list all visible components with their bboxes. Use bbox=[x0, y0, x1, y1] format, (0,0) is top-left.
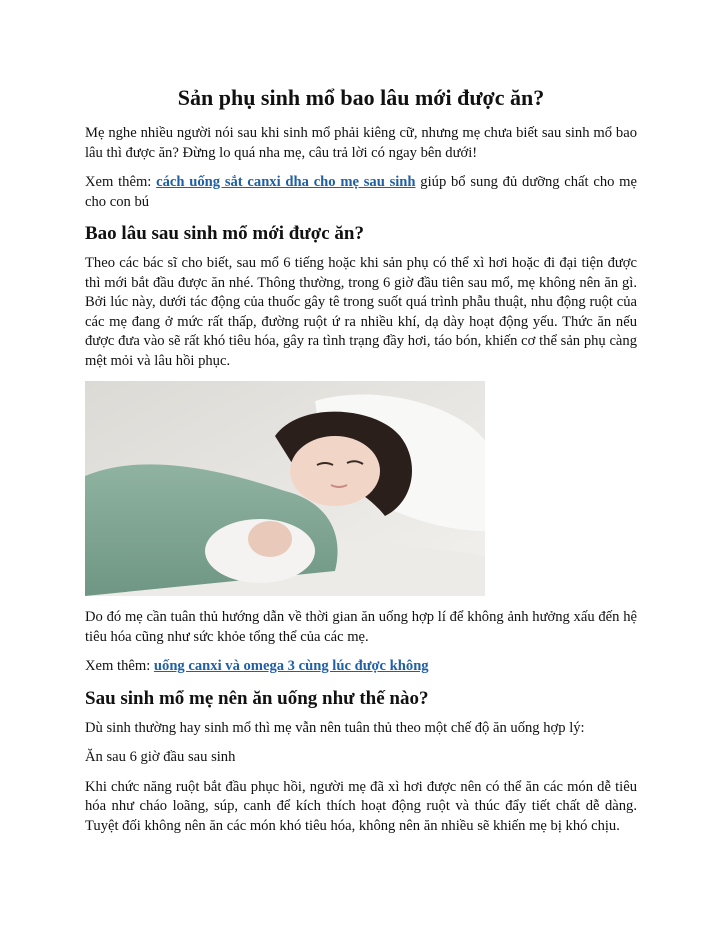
section1-paragraph: Theo các bác sĩ cho biết, sau mổ 6 tiếng hoặc khi sản phụ có thể xì hơi hoặc đi đại tiện được thì mới bắt đầu được ăn nhé. Thông thường, trong 6 giờ đầu tiên sau mổ, mẹ không nên ăn gì. Bởi lúc này, dưới tác động của thuốc gây tê trong suốt quá trình phẫu thuật, nhu động ruột của các mẹ đang ở mức rất thấp, đường ruột ứ ra nhiều khí, dạ dày hoạt động yếu. Thức ăn nếu được đưa vào sẽ rất khó tiêu hóa, gây ra tình trạng đầy hơi, táo bón, khiến cơ thể sản phụ càng mệt mỏi và lâu hồi phục. bbox=[85, 255, 637, 369]
see-more-paragraph-1 bbox=[85, 173, 637, 212]
section-heading-1: Bao lâu sau sinh mổ mới được ăn? bbox=[85, 223, 364, 244]
page-title: Sản phụ sinh mổ bao lâu mới được ăn? bbox=[177, 85, 545, 110]
mother-baby-photo bbox=[85, 381, 485, 596]
see-more-prefix: Xem thêm: bbox=[85, 174, 157, 190]
section2-paragraph-1: Dù sinh thường hay sinh mổ thì mẹ vẫn nên tuân thủ theo một chế độ ăn uống hợp lý: bbox=[85, 719, 585, 736]
section2-paragraph-3: Khi chức năng ruột bắt đầu phục hồi, người mẹ đã xì hơi được nên có thể ăn các món dễ tiêu hóa như cháo loãng, súp, canh để kích thích hoạt động ruột và thúc đẩy tiết chất dễ dàng. Tuyệt đối không nên ăn các món khó tiêu hóa, không nên ăn nhiều sẽ khiến mẹ bị khó chịu. bbox=[85, 778, 637, 834]
iron-calcium-dha-link[interactable]: cách uống sắt canxi dha cho mẹ sau sinh bbox=[156, 174, 416, 190]
see-more-prefix-2: Xem thêm: bbox=[85, 658, 154, 674]
see-more-suffix: giúp bổ sung đủ dưỡng chất cho mẹ cho con bú bbox=[85, 174, 638, 210]
see-more-paragraph-2 bbox=[85, 657, 637, 677]
section2-paragraph-2: Ăn sau 6 giờ đầu sau sinh bbox=[85, 749, 236, 765]
after-image-paragraph: Do đó mẹ cần tuân thủ hướng dẫn về thời gian ăn uống hợp lí để không ảnh hưởng xấu đến hệ tiêu hóa cũng như sức khỏe tổng thể của các mẹ. bbox=[85, 609, 637, 645]
intro-paragraph: Mẹ nghe nhiều người nói sau khi sinh mổ phải kiêng cữ, nhưng mẹ chưa biết sau sinh mổ bao lâu thì được ăn? Đừng lo quá nha mẹ, câu trả lời có ngay bên dưới! bbox=[85, 125, 637, 161]
calcium-omega3-link[interactable]: uống canxi và omega 3 cùng lúc được không bbox=[153, 658, 429, 674]
section-heading-2: Sau sinh mổ mẹ nên ăn uống như thế nào? bbox=[85, 687, 429, 709]
document-page bbox=[85, 84, 637, 846]
